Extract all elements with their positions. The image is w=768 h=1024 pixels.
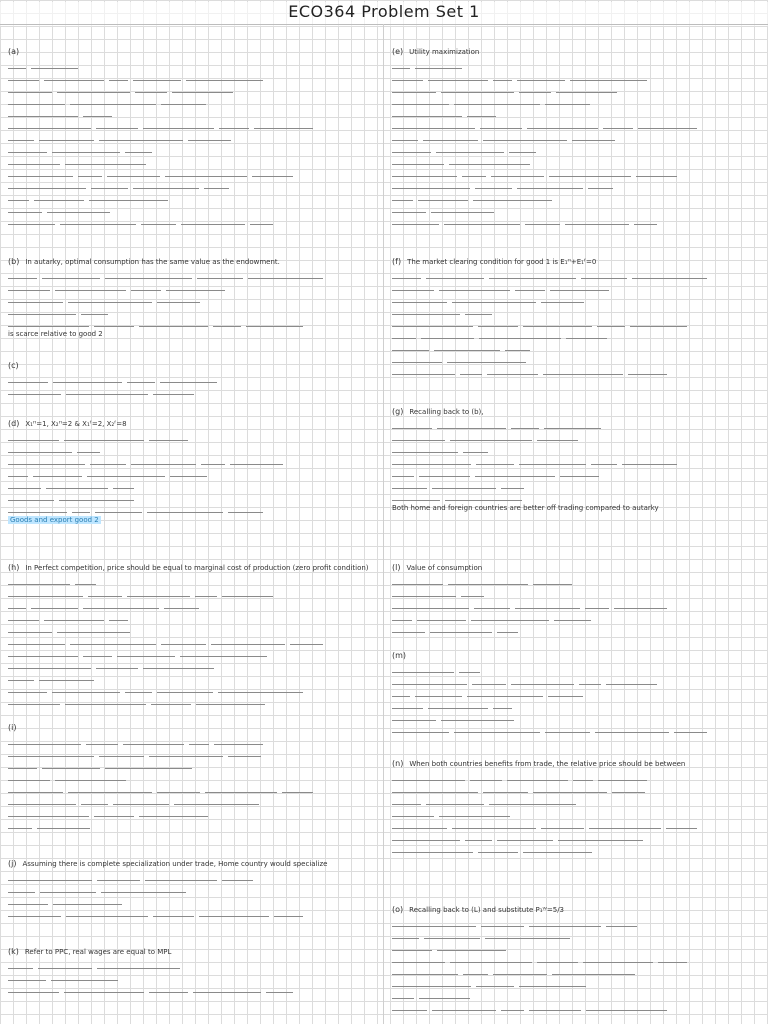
- handwritten-working-line: [392, 722, 758, 734]
- handwritten-working-line: [392, 782, 758, 794]
- problem-part: [392, 406, 758, 514]
- part-heading-line: [8, 256, 374, 268]
- part-conclusion-line: is scarce relative to good 2: [8, 330, 103, 338]
- handwritten-working-line: [8, 178, 374, 190]
- handwritten-working-line: [8, 622, 374, 634]
- handwritten-working-line: [8, 734, 374, 746]
- part-heading-line: [8, 418, 374, 430]
- part-first-line: Assuming there is complete specialization under trade, Home country would specialize: [22, 860, 328, 868]
- problem-part: [8, 418, 374, 526]
- handwritten-working-line: [8, 958, 374, 970]
- handwritten-working-line: [8, 806, 374, 818]
- part-first-line: The market clearing condition for good 1 is E₁ᴴ+E₁ᶠ=0: [407, 258, 597, 266]
- handwritten-working-line: [8, 782, 374, 794]
- handwritten-working-line: [392, 598, 758, 610]
- part-label: (h): [8, 563, 20, 572]
- handwritten-working-line: [392, 940, 758, 952]
- part-label: (m): [392, 651, 407, 660]
- part-label: (g): [392, 407, 404, 416]
- handwritten-working-line: [392, 662, 758, 674]
- handwritten-working-line: [392, 928, 758, 940]
- part-conclusion-line: Goods and export good 2: [10, 516, 99, 524]
- problem-part: [392, 904, 758, 1012]
- handwritten-working-line: [392, 106, 758, 118]
- handwritten-working-line: [392, 818, 758, 830]
- handwritten-working-line: [392, 292, 758, 304]
- problem-part: [392, 758, 758, 854]
- handwritten-working-line: [392, 418, 758, 430]
- handwritten-working-line: [392, 82, 758, 94]
- part-first-line: In Perfect competition, price should be equal to marginal cost of production (zero profit condition): [25, 564, 369, 572]
- part-label: (i): [8, 723, 17, 732]
- handwritten-working-line: [392, 178, 758, 190]
- part-label: (d): [8, 419, 20, 428]
- handwritten-working-line: [8, 454, 374, 466]
- part-heading-line: [392, 46, 758, 58]
- handwritten-working-line: [8, 154, 374, 166]
- part-label: (l): [392, 563, 401, 572]
- handwritten-working-line: [8, 586, 374, 598]
- handwritten-working-line: [392, 610, 758, 622]
- handwritten-working-line: [8, 304, 374, 316]
- problem-part: [392, 562, 758, 634]
- handwritten-working-line: [392, 490, 758, 502]
- handwritten-working-line: [8, 166, 374, 178]
- part-label: (k): [8, 947, 19, 956]
- handwritten-working-line: [8, 982, 374, 994]
- part-label: (b): [8, 257, 20, 266]
- handwritten-working-line: [8, 316, 374, 328]
- problem-part: [8, 946, 374, 994]
- handwritten-working-line: [392, 686, 758, 698]
- part-label: (c): [8, 361, 19, 370]
- handwritten-working-line: [392, 622, 758, 634]
- column-divider: [383, 24, 384, 1024]
- handwritten-working-line: [8, 82, 374, 94]
- handwritten-working-line: [8, 118, 374, 130]
- handwritten-working-line: [8, 770, 374, 782]
- handwritten-working-line: [392, 214, 758, 226]
- handwritten-working-line: [392, 154, 758, 166]
- handwritten-working-line: [8, 574, 374, 586]
- handwritten-working-line: [392, 454, 758, 466]
- handwritten-working-line: [392, 70, 758, 82]
- part-first-line: Refer to PPC, real wages are equal to MPL: [24, 948, 172, 956]
- handwritten-working-line: [8, 384, 374, 396]
- page-title: ECO364 Problem Set 1: [0, 2, 768, 26]
- part-heading-line: [392, 562, 758, 574]
- handwritten-working-line: [8, 70, 374, 82]
- part-first-line: Recalling back to (b),: [409, 408, 484, 416]
- problem-part: [8, 46, 374, 226]
- part-heading-line: [392, 406, 758, 418]
- part-heading-line: [392, 650, 758, 662]
- handwritten-working-line: [392, 166, 758, 178]
- part-heading-line: [8, 360, 374, 372]
- handwritten-working-line: [8, 906, 374, 918]
- handwritten-working-line: [392, 58, 758, 70]
- handwritten-working-line: [8, 58, 374, 70]
- part-first-line: When both countries benefits from trade, the relative price should be between: [409, 760, 686, 768]
- handwritten-working-line: [8, 130, 374, 142]
- part-label: (e): [392, 47, 404, 56]
- handwritten-working-line: [392, 430, 758, 442]
- handwritten-working-line: [8, 870, 374, 882]
- handwritten-working-line: [392, 1000, 758, 1012]
- handwritten-working-line: [392, 280, 758, 292]
- handwritten-working-line: [392, 466, 758, 478]
- problem-part: [8, 858, 374, 918]
- handwritten-working-line: [392, 964, 758, 976]
- handwritten-working-line: [8, 478, 374, 490]
- problem-part: [8, 360, 374, 396]
- problem-part: [392, 46, 758, 226]
- problem-part: [8, 562, 374, 706]
- handwritten-working-line: [392, 830, 758, 842]
- part-label: (o): [392, 905, 404, 914]
- part-heading-line: [8, 46, 374, 58]
- handwritten-working-line: [8, 682, 374, 694]
- part-first-line: X₁ᴴ=1, X₂ᴴ=2 & X₁ᶠ=2, X₂ᶠ=8: [25, 420, 127, 428]
- handwritten-working-line: [8, 214, 374, 226]
- part-first-line: In autarky, optimal consumption has the same value as the endowment.: [25, 258, 280, 266]
- problem-part: [392, 256, 758, 376]
- part-first-line: Utility maximization: [409, 48, 480, 56]
- handwritten-working-line: [392, 316, 758, 328]
- handwritten-working-line: [8, 670, 374, 682]
- handwritten-working-line: [392, 710, 758, 722]
- problem-part: [8, 256, 374, 340]
- handwritten-working-line: [8, 746, 374, 758]
- handwritten-working-line: [392, 916, 758, 928]
- handwritten-working-line: [8, 634, 374, 646]
- handwritten-working-line: [392, 130, 758, 142]
- handwritten-working-line: [8, 970, 374, 982]
- part-heading-line: [8, 562, 374, 574]
- handwritten-working-line: [8, 372, 374, 384]
- handwritten-working-line: [8, 758, 374, 770]
- handwritten-working-line: [392, 478, 758, 490]
- handwritten-working-line: [8, 280, 374, 292]
- part-label: (j): [8, 859, 17, 868]
- handwritten-working-line: [8, 490, 374, 502]
- part-first-line: Value of consumption: [406, 564, 483, 572]
- handwritten-working-line: [8, 658, 374, 670]
- part-heading-line: [8, 946, 374, 958]
- handwritten-working-line: [8, 694, 374, 706]
- handwritten-working-line: [392, 976, 758, 988]
- handwritten-working-line: [392, 806, 758, 818]
- part-heading-line: [8, 858, 374, 870]
- part-heading-line: [392, 904, 758, 916]
- part-first-line: Recalling back to (L) and substitute P₁ᵂ=5/3: [409, 906, 565, 914]
- handwritten-working-line: [8, 268, 374, 280]
- handwritten-working-line: [392, 770, 758, 782]
- handwritten-working-line: [8, 202, 374, 214]
- handwritten-working-line: [8, 466, 374, 478]
- handwritten-working-line: [392, 190, 758, 202]
- handwritten-working-line: [392, 94, 758, 106]
- handwritten-working-line: [392, 794, 758, 806]
- handwritten-working-line: [392, 442, 758, 454]
- handwritten-working-line: [8, 598, 374, 610]
- part-heading-line: [392, 256, 758, 268]
- handwritten-working-line: [392, 142, 758, 154]
- part-conclusion-line: Both home and foreign countries are better off trading compared to autarky: [392, 504, 659, 512]
- title-divider: [0, 24, 768, 25]
- handwritten-working-line: [8, 818, 374, 830]
- handwritten-working-line: [8, 142, 374, 154]
- handwritten-working-line: [392, 118, 758, 130]
- handwritten-working-line: [8, 882, 374, 894]
- part-heading-line: [392, 758, 758, 770]
- handwritten-working-line: [8, 646, 374, 658]
- handwritten-working-line: [392, 340, 758, 352]
- handwritten-working-line: [392, 988, 758, 1000]
- problem-part: [392, 650, 758, 734]
- handwritten-working-line: [8, 794, 374, 806]
- handwritten-working-line: [392, 328, 758, 340]
- handwritten-working-line: [392, 842, 758, 854]
- handwritten-working-line: [8, 94, 374, 106]
- part-label: (f): [392, 257, 402, 266]
- handwritten-working-line: [392, 586, 758, 598]
- handwritten-working-line: [392, 202, 758, 214]
- handwritten-working-line: [392, 352, 758, 364]
- handwritten-working-line: [392, 952, 758, 964]
- handwritten-working-line: [8, 430, 374, 442]
- handwritten-working-line: [392, 698, 758, 710]
- handwritten-working-line: [392, 674, 758, 686]
- part-label: (n): [392, 759, 404, 768]
- handwritten-working-line: [8, 894, 374, 906]
- handwritten-working-line: [392, 364, 758, 376]
- handwritten-working-line: [392, 268, 758, 280]
- handwritten-working-line: [8, 190, 374, 202]
- handwritten-working-line: [8, 610, 374, 622]
- handwritten-working-line: [8, 292, 374, 304]
- handwritten-working-line: [8, 502, 374, 514]
- handwritten-working-line: [8, 106, 374, 118]
- handwritten-working-line: [8, 442, 374, 454]
- part-label: (a): [8, 47, 20, 56]
- handwritten-working-line: [392, 574, 758, 586]
- handwritten-working-line: [392, 304, 758, 316]
- problem-part: [8, 722, 374, 830]
- part-heading-line: [8, 722, 374, 734]
